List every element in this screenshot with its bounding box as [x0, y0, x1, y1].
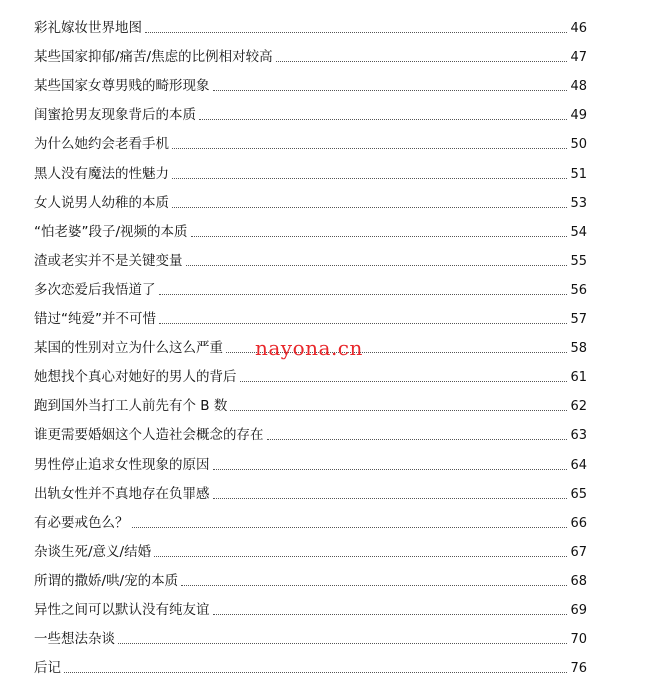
toc-entry-title: 闺蜜抢男友现象背后的本质 — [34, 107, 196, 124]
toc-entry-title: 一些想法杂谈 — [34, 631, 115, 648]
toc-entry-title: 跑到国外当打工人前先有个 B 数 — [34, 398, 228, 415]
toc-dot-leader — [230, 410, 567, 411]
toc-entry-page: 47 — [570, 50, 587, 66]
toc-entry-page: 69 — [570, 602, 587, 618]
toc-dot-leader — [172, 178, 567, 179]
toc-dot-leader — [181, 585, 567, 586]
toc-entry-title: 某些国家女尊男贱的畸形现象 — [34, 78, 210, 95]
toc-dot-leader — [172, 207, 567, 208]
toc-entry-title: 某国的性别对立为什么这么严重 — [34, 340, 223, 357]
toc-dot-leader — [145, 32, 567, 33]
toc-dot-leader — [267, 439, 568, 440]
toc-dot-leader — [191, 236, 568, 237]
toc-entry-page: 56 — [570, 282, 587, 298]
toc-entry[interactable] — [34, 37, 587, 66]
toc-entry[interactable] — [34, 561, 587, 590]
toc-entry[interactable] — [34, 357, 587, 386]
toc-entry-title: 后记 — [34, 660, 61, 677]
toc-entry-page: 65 — [570, 486, 587, 502]
toc-entry[interactable] — [34, 503, 587, 532]
toc-entry-page: 66 — [570, 515, 587, 531]
toc-entry-page: 61 — [570, 370, 587, 386]
toc-dot-leader — [172, 148, 567, 149]
toc-dot-leader — [213, 469, 568, 470]
toc-entry[interactable] — [34, 183, 587, 212]
toc-entry-page: 51 — [570, 166, 587, 182]
toc-entry-page: 68 — [570, 573, 587, 589]
toc-entry-page: 63 — [570, 428, 587, 444]
toc-entry-title: 有必要戒色么？ — [34, 514, 129, 531]
toc-entry[interactable] — [34, 241, 587, 270]
toc-entry[interactable] — [34, 415, 587, 444]
toc-entry[interactable] — [34, 124, 587, 153]
toc-entry-page: 57 — [570, 312, 587, 328]
toc-entry-title: 错过“纯爱”并不可惜 — [34, 311, 156, 328]
toc-entry[interactable] — [34, 270, 587, 299]
toc-entry-title: 谁更需要婚姻这个人造社会概念的存在 — [34, 427, 264, 444]
toc-entry[interactable] — [34, 444, 587, 473]
toc-entry-page: 64 — [570, 457, 587, 473]
toc-entry-title: 出轨女性并不真地存在负罪感 — [34, 485, 210, 502]
toc-entry-title: 男性停止追求女性现象的原因 — [34, 456, 210, 473]
toc-dot-leader — [118, 643, 567, 644]
toc-dot-leader — [213, 614, 568, 615]
toc-entry-title: “怕老婆”段子/视频的本质 — [34, 223, 188, 240]
toc-dot-leader — [276, 61, 568, 62]
toc-entry[interactable] — [34, 153, 587, 182]
toc-entry-page: 55 — [570, 253, 587, 269]
toc-entry[interactable] — [34, 648, 587, 677]
toc-entry-page: 49 — [570, 108, 587, 124]
toc-entry[interactable] — [34, 95, 587, 124]
toc-entry-page: 58 — [570, 341, 587, 357]
toc-entry[interactable] — [34, 619, 587, 648]
toc-entry-title: 为什么她约会老看手机 — [34, 136, 169, 153]
toc-entry-title: 所谓的撒娇/哄/宠的本质 — [34, 572, 179, 589]
toc-entry-page: 50 — [570, 137, 587, 153]
toc-entry-page: 48 — [570, 79, 587, 95]
toc-entry[interactable] — [34, 532, 587, 561]
toc-entry-title: 黑人没有魔法的性魅力 — [34, 165, 169, 182]
toc-entry[interactable] — [34, 66, 587, 95]
toc-dot-leader — [213, 90, 568, 91]
toc-entry-title: 多次恋爱后我悟道了 — [34, 281, 156, 298]
toc-entry-page: 53 — [570, 195, 587, 211]
toc-dot-leader — [64, 672, 567, 673]
toc-entry[interactable] — [34, 8, 587, 37]
toc-entry-page: 67 — [570, 544, 587, 560]
toc-entry-title: 杂谈生死/意义/结婚 — [34, 543, 152, 560]
toc-entry-page: 46 — [570, 21, 587, 37]
toc-entry-title: 某些国家抑郁/痛苦/焦虑的比例相对较高 — [34, 49, 273, 66]
toc-dot-leader — [186, 265, 568, 266]
toc-entry[interactable] — [34, 386, 587, 415]
toc-entry[interactable] — [34, 212, 587, 241]
toc-entry-title: 渣或老实并不是关键变量 — [34, 252, 183, 269]
toc-entry-title: 彩礼嫁妆世界地图 — [34, 20, 142, 37]
toc-entry-page: 70 — [570, 632, 587, 648]
toc-entry[interactable] — [34, 474, 587, 503]
toc-entry-page: 54 — [570, 224, 587, 240]
toc-entry-page: 62 — [570, 399, 587, 415]
toc-entry-title: 女人说男人幼稚的本质 — [34, 194, 169, 211]
toc-entry[interactable] — [34, 590, 587, 619]
toc-dot-leader — [240, 381, 568, 382]
toc-dot-leader — [159, 323, 567, 324]
toc-dot-leader — [213, 498, 568, 499]
toc-entry-page: 76 — [570, 661, 587, 677]
toc-entry-title: 异性之间可以默认没有纯友谊 — [34, 601, 210, 618]
toc-dot-leader — [154, 556, 567, 557]
toc-dot-leader — [159, 294, 568, 295]
toc-entry-title: 她想找个真心对她好的男人的背后 — [34, 369, 237, 386]
watermark: nayona.cn — [255, 336, 363, 360]
toc-entry[interactable] — [34, 299, 587, 328]
toc-dot-leader — [132, 527, 568, 528]
toc-dot-leader — [199, 119, 567, 120]
